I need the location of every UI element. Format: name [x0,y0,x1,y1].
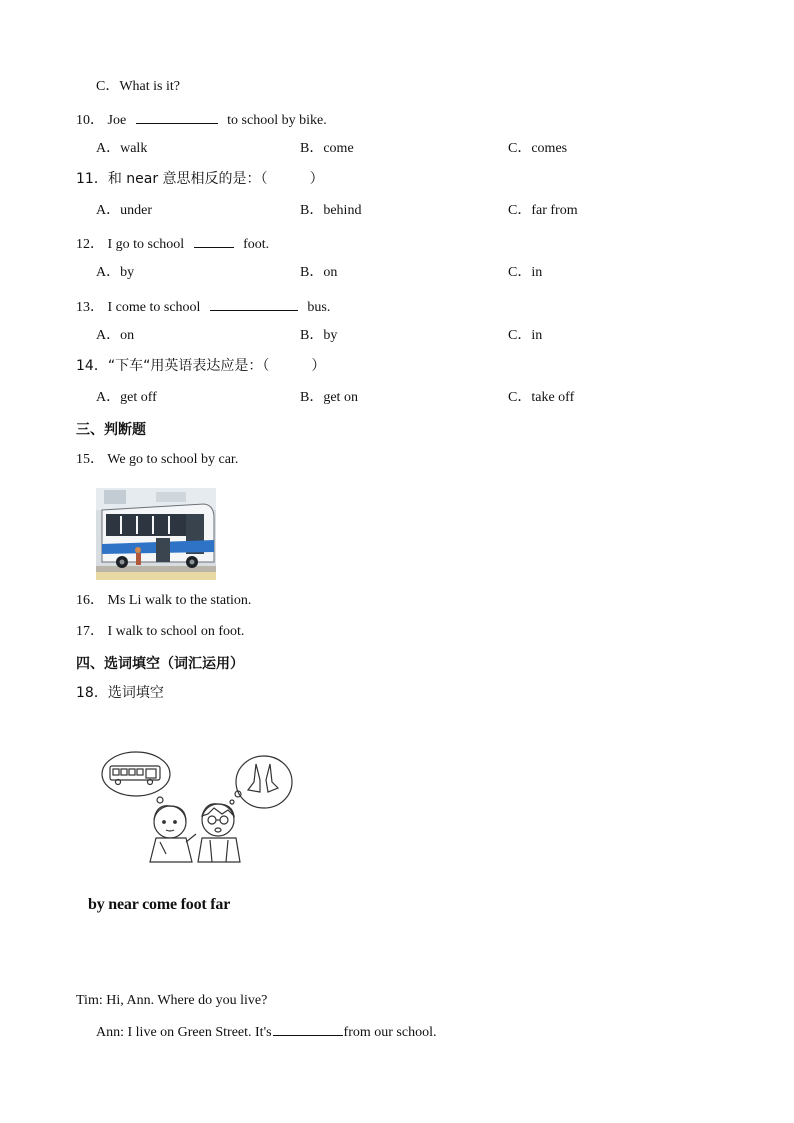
question-16 [76,592,251,610]
question-number: 12． [76,237,104,252]
question-10 [76,109,327,130]
q14-option-c[interactable]: C．take off [508,390,575,405]
question-number: 16． [76,593,104,608]
question-text: “下车“用英语表达应是：（ [107,358,270,374]
question-text: 选词填空 [107,685,164,701]
dialog-line-tim: Tim: Hi, Ann. Where do you live? [76,993,268,1008]
q11-option-a[interactable]: A．under [96,203,152,218]
question-text: I walk to school on foot. [107,624,245,639]
answer-blank[interactable] [273,1021,343,1036]
bus-photo [96,488,216,580]
question-text: Ms Li walk to the station. [107,593,252,608]
dialog-text-post: from our school. [343,1025,437,1040]
question-number: 14． [76,358,108,374]
question-17 [76,623,244,641]
question-12 [76,233,269,254]
q12-option-c[interactable]: C．in [508,265,543,280]
q9-option-c: C．What is it? [96,79,180,94]
answer-blank[interactable] [194,233,234,248]
question-number: 15． [76,452,104,467]
question-number: 10． [76,113,104,128]
q10-option-b[interactable]: B．come [300,141,354,156]
word-bank: by near come foot far [88,896,231,913]
q14-option-b[interactable]: B．get on [300,390,358,405]
question-number: 17． [76,624,104,639]
question-text: We go to school by car. [107,452,239,467]
dialog-text-pre: Ann: I live on Green Street. It's [96,1025,272,1040]
dialog-line-ann [96,1021,436,1042]
answer-blank[interactable] [136,109,218,124]
question-close-paren: ） [311,358,326,374]
question-number: 18． [76,685,108,701]
question-11 [76,170,324,188]
q10-option-c[interactable]: C．comes [508,141,568,156]
kids-illustration [100,750,300,868]
question-close-paren: ） [309,171,324,187]
q10-option-a[interactable]: A．walk [96,141,148,156]
q14-option-a[interactable]: A．get off [96,390,157,405]
question-13 [76,296,330,317]
section-heading-true-false: 三、判断题 [76,422,146,438]
question-14 [76,357,325,375]
q11-option-b[interactable]: B．behind [300,203,362,218]
question-text-pre: I come to school [107,300,201,315]
question-18 [76,684,164,702]
question-text-post: to school by bike. [227,113,327,128]
q12-option-a[interactable]: A．by [96,265,135,280]
section-heading-word-choice: 四、选词填空（词汇运用） [76,656,244,672]
answer-blank[interactable] [210,296,298,311]
q13-option-b[interactable]: B．by [300,328,338,343]
q13-option-c[interactable]: C．in [508,328,543,343]
question-text-post: bus. [307,300,331,315]
question-text: 和 near 意思相反的是：（ [107,171,268,187]
question-text-post: foot. [243,237,270,252]
question-15 [76,451,238,469]
q11-option-c[interactable]: C．far from [508,203,578,218]
question-number: 11． [76,171,108,187]
q13-option-a[interactable]: A．on [96,328,135,343]
q12-option-b[interactable]: B．on [300,265,338,280]
question-text-pre: I go to school [107,237,185,252]
question-number: 13． [76,300,104,315]
question-text-pre: Joe [107,113,127,128]
